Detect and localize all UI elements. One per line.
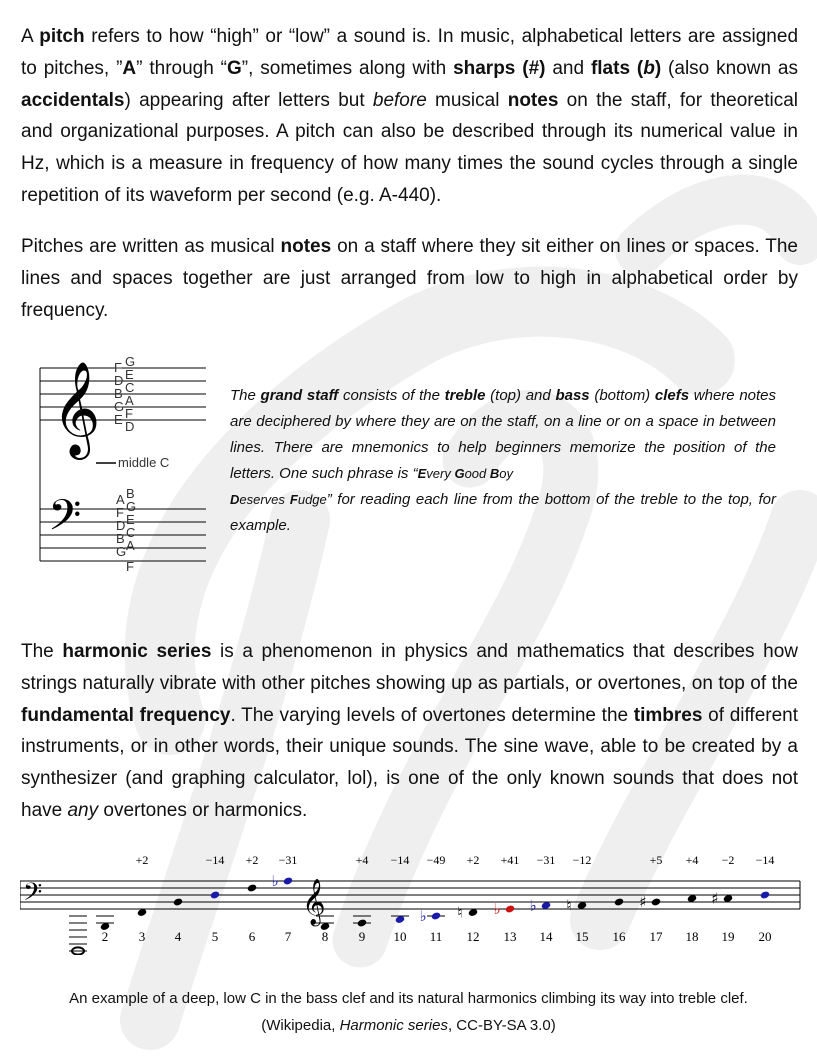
treble-line-label: B <box>114 386 123 401</box>
cents-deviation-label: −14 <box>755 853 775 867</box>
cents-deviation-label: −12 <box>572 853 592 867</box>
accidental-sign: ♯ <box>639 893 647 911</box>
bass-space-label: G <box>126 499 137 514</box>
partial-number-label: 6 <box>248 929 256 944</box>
notehead <box>173 897 183 906</box>
partial-number-label: 3 <box>138 929 146 944</box>
treble-space-label: A <box>125 393 134 408</box>
grand-staff-figure <box>36 340 211 575</box>
partial-number-label: 14 <box>539 929 553 944</box>
partial-number-label: 15 <box>575 929 589 944</box>
accidental-sign: ♭ <box>271 872 279 890</box>
partial-number-label: 19 <box>721 929 735 944</box>
cents-deviation-label: −2 <box>721 853 735 867</box>
treble-line-label: D <box>114 373 124 388</box>
partial-number-label: 17 <box>649 929 663 944</box>
notehead <box>431 911 441 920</box>
notehead <box>505 904 515 913</box>
middle-c-label: middle C <box>118 455 170 470</box>
partial-number-label: 7 <box>284 929 292 944</box>
partial-number-label: 2 <box>101 929 109 944</box>
bass-clef-icon: 𝄢 <box>23 878 43 913</box>
figure-credit: (Wikipedia, Harmonic series, CC-BY-SA 3.0) <box>261 1017 556 1034</box>
treble-space-label: D <box>125 419 135 434</box>
treble-space-label: C <box>125 380 135 395</box>
bass-space-label: A <box>126 538 135 553</box>
notehead <box>247 883 257 892</box>
accidental-sign: ♭ <box>419 907 427 925</box>
bass-line-label: A <box>116 492 125 507</box>
notehead <box>614 897 624 906</box>
harmonic-series-paragraph: The harmonic series is a phenomenon in physics and mathematics that describes how strings naturally vibrate with other pitches showing up as partials, or overtones, on top of the fundamental frequency. The varying levels of overtones determine the timbres of different instruments, or in other words, their unique sounds. The sine wave, able to be created by a synthesizer (and graphing calculator, lol), is one of the only known sounds that does not have any overtones or harmonics. <box>21 641 798 821</box>
treble-space-label: G <box>125 354 136 369</box>
cents-deviation-label: −14 <box>205 853 225 867</box>
bass-space-label: E <box>126 512 135 527</box>
bass-space-label: B <box>126 486 135 501</box>
notehead <box>357 918 367 927</box>
harmonic-series-figure <box>20 845 805 955</box>
bass-clef-icon: 𝄢 <box>48 491 82 551</box>
partial-number-label: 10 <box>393 929 407 944</box>
bass-space-label: C <box>126 525 136 540</box>
treble-clef-icon: 𝄞 <box>52 361 101 456</box>
partial-number-label: 18 <box>685 929 699 944</box>
bass-line-label: F <box>116 505 124 520</box>
treble-clef-change-icon: 𝄞 <box>302 879 326 925</box>
partial-number-label: 16 <box>612 929 626 944</box>
cents-deviation-label: +4 <box>355 853 369 867</box>
treble-space-label: E <box>125 367 134 382</box>
partial-number-label: 4 <box>174 929 182 944</box>
partial-number-label: 9 <box>358 929 366 944</box>
notehead <box>760 890 770 899</box>
partial-number-label: 8 <box>321 929 329 944</box>
partial-number-label: 13 <box>503 929 517 944</box>
partial-number-label: 11 <box>429 929 443 944</box>
notehead <box>651 897 661 906</box>
cents-deviation-label: −14 <box>390 853 410 867</box>
bass-line-label: B <box>116 531 125 546</box>
partial-number-label: 12 <box>466 929 480 944</box>
accidental-sign: ♮ <box>566 896 572 915</box>
grand-staff-caption: The grand staff consists of the treble (top) and bass (bottom) clefs where notes are deciphered by where they are on the staff, on a line or on a space in between lines. There are mnemonics to help beginners memorize the position of the letters. One such phrase is “Every Good Boy Deserves Fudge” for reading each line from the bottom of the treble to the top, for example. <box>230 387 777 534</box>
cents-deviation-label: +2 <box>245 853 259 867</box>
cents-deviation-label: −49 <box>426 853 446 867</box>
figure-caption: An example of a deep, low C in the bass clef and its natural harmonics climbing its way into treble clef. <box>69 990 748 1007</box>
notehead <box>210 890 220 899</box>
treble-line-label: E <box>114 412 123 427</box>
accidental-sign: ♭ <box>493 900 501 918</box>
partial-number-label: 20 <box>758 929 772 944</box>
notehead <box>283 876 293 885</box>
bass-space-label: F <box>126 559 134 574</box>
pitch-paragraph: A pitch refers to how “high” or “low” a sound is. In music, alphabetical letters are assigned to pitches, ”A” through “G”, sometimes along with sharps (#) and flats (b) (also known as accidentals) appearing after letters but before musical notes on the staff, for theoretical and organizational purposes. A pitch can also be described through its numerical value in Hz, which is a measure in frequency of how many times the sound cycles through a single repetition of its waveform per second (e.g. A-440). <box>21 26 799 206</box>
cents-deviation-label: +2 <box>135 853 149 867</box>
accidental-sign: ♭ <box>529 896 537 915</box>
accidental-sign: ♯ <box>711 889 719 908</box>
cents-deviation-label: +2 <box>466 853 480 867</box>
bass-line-label: G <box>116 544 127 559</box>
cents-deviation-label: −31 <box>536 853 556 867</box>
cents-deviation-label: −31 <box>278 853 298 867</box>
treble-line-label: G <box>114 399 125 414</box>
cents-deviation-label: +5 <box>649 853 663 867</box>
notes-paragraph: Pitches are written as musical notes on a staff where they sit either on lines or spaces. The lines and spaces together are just arranged from low to high in alphabetical order by frequency. <box>21 236 798 321</box>
cents-deviation-label: +4 <box>685 853 699 867</box>
treble-line-label: F <box>114 360 122 375</box>
partial-number-label: 5 <box>211 929 219 944</box>
bass-line-label: D <box>116 518 126 533</box>
accidental-sign: ♮ <box>457 903 463 922</box>
treble-space-label: F <box>125 406 133 421</box>
cents-deviation-label: +41 <box>500 853 520 867</box>
